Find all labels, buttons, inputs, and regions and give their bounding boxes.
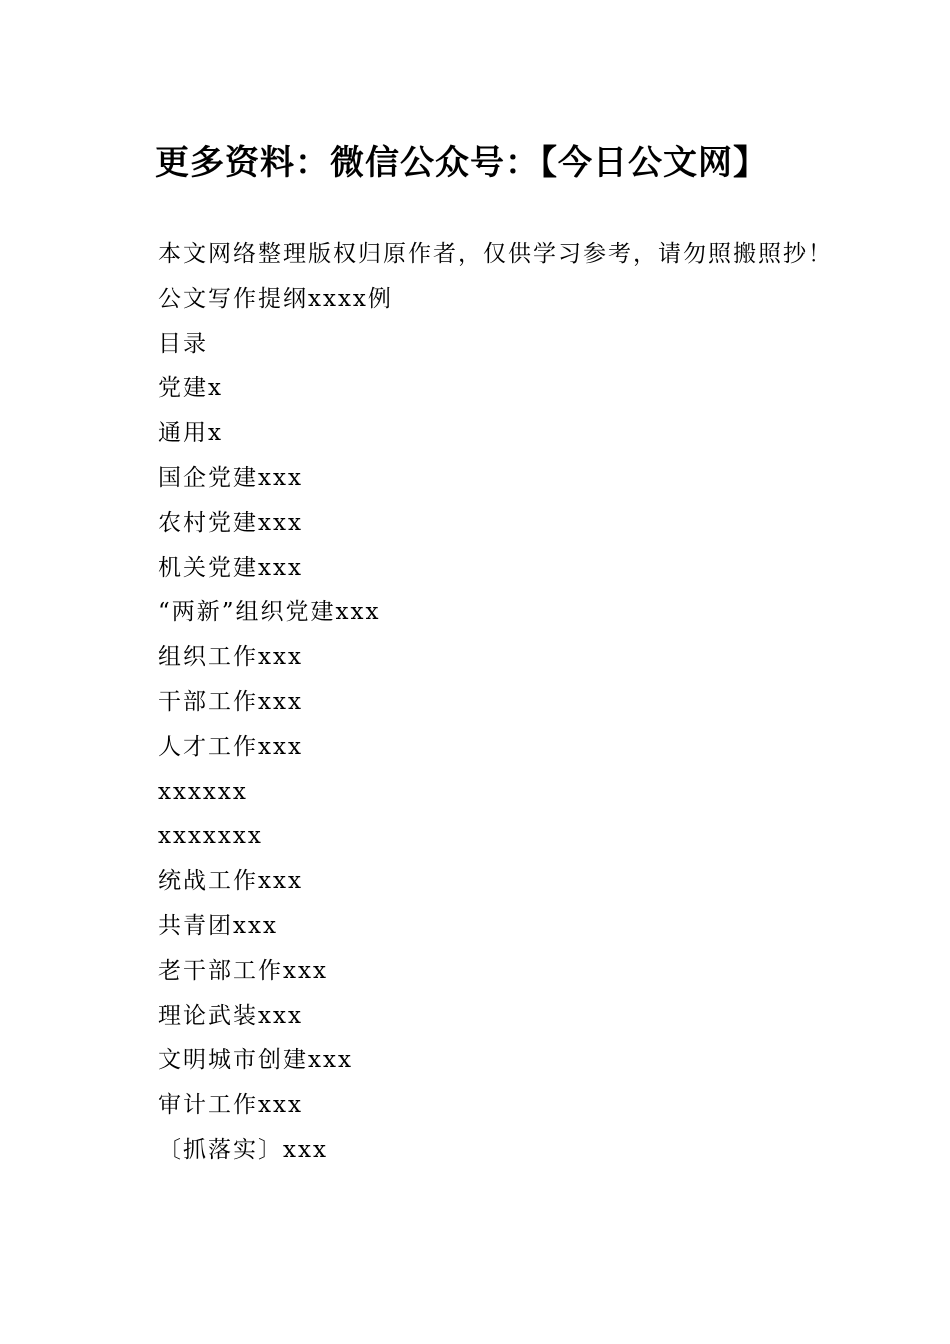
toc-item: 理论武装xxx bbox=[158, 1002, 303, 1029]
toc-item: xxxxxx bbox=[158, 778, 248, 805]
toc-item: 统战工作xxx bbox=[158, 868, 303, 895]
toc-item: 党建x bbox=[158, 375, 223, 402]
toc-item: 农村党建xxx bbox=[158, 509, 303, 536]
page-header-title: 更多资料：微信公众号：【今日公文网】 bbox=[155, 143, 768, 183]
toc-item: “两新”组织党建xxx bbox=[158, 599, 381, 626]
document-title: 公文写作提纲xxxx例 bbox=[158, 285, 393, 312]
toc-item: 审计工作xxx bbox=[158, 1092, 303, 1119]
toc-item: 组织工作xxx bbox=[158, 644, 303, 671]
toc-item: 共青团xxx bbox=[158, 912, 278, 939]
copyright-notice: 本文网络整理版权归原作者，仅供学习参考，请勿照搬照抄！ bbox=[158, 241, 833, 267]
toc-item: 通用x bbox=[158, 420, 223, 447]
toc-item: 国企党建xxx bbox=[158, 464, 303, 491]
toc-item: 人才工作xxx bbox=[158, 733, 303, 760]
document-body bbox=[158, 232, 833, 1173]
toc-item: 机关党建xxx bbox=[158, 554, 303, 581]
toc-item: 老干部工作xxx bbox=[158, 957, 328, 984]
toc-item: xxxxxxx bbox=[158, 823, 263, 850]
toc-item: 〔抓落实〕xxx bbox=[158, 1136, 328, 1163]
toc-item: 干部工作xxx bbox=[158, 688, 303, 715]
toc-item: 文明城市创建xxx bbox=[158, 1047, 353, 1074]
toc-heading: 目录 bbox=[158, 330, 208, 357]
